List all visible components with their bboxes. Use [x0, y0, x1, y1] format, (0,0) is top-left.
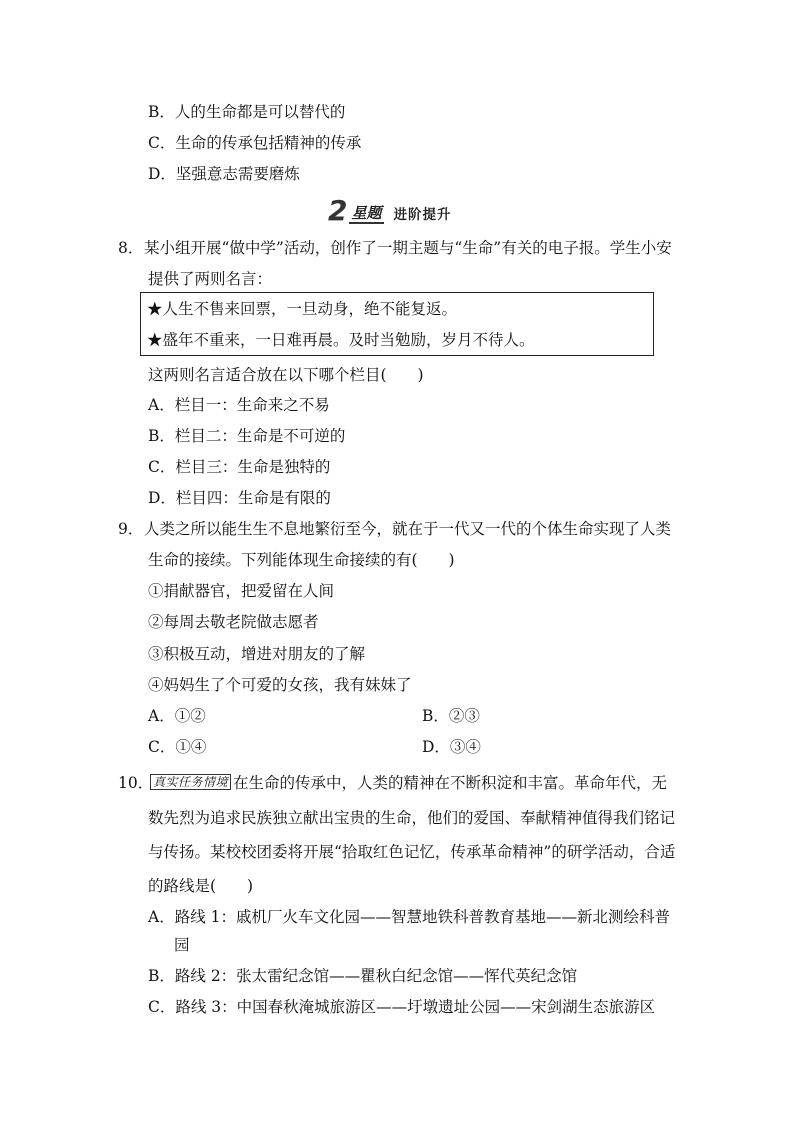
- q8-option-c[interactable]: C．栏目三：生命是独特的: [148, 458, 331, 476]
- q8-quote-1: ★人生不售来回票，一旦动身，绝不能复返。: [147, 300, 458, 318]
- q10-stem-line2: 数先烈为追求民族独立献出宝贵的生命，他们的爱国、奉献精神值得我们铭记: [148, 809, 676, 827]
- q9-number: 9．: [118, 520, 144, 538]
- q8-stem-line2: 提供了两则名言：: [148, 270, 273, 288]
- q9-item-2: ②每周去敬老院做志愿者: [148, 613, 319, 631]
- q8-stem-line1: 某小组开展“做中学”活动，创作了一期主题与“生命”有关的电子报。学生小安: [144, 239, 672, 257]
- q8-option-a[interactable]: A．栏目一：生命来之不易: [148, 396, 330, 414]
- q9-option-a[interactable]: A．①②: [148, 707, 206, 725]
- section-subtitle: 进阶提升: [393, 207, 452, 223]
- q10-stem-line1: 在生命的传承中，人类的精神在不断积淀和丰富。革命年代，无: [233, 774, 668, 792]
- section-number: 2: [328, 194, 348, 227]
- q10-option-a-line1[interactable]: A．路线 1：戚机厂火车文化园——智慧地铁科普教育基地——新北测绘科普: [148, 908, 670, 926]
- section-stars-label: 星题: [351, 204, 382, 222]
- q8-option-b[interactable]: B．栏目二：生命是不可逆的: [148, 427, 346, 445]
- option-b-prev: B．人的生命都是可以替代的: [148, 103, 346, 121]
- q8-ask: 这两则名言适合放在以下哪个栏目( ): [148, 366, 424, 384]
- q10-stem-line4: 的路线是( ): [148, 877, 254, 895]
- option-c-prev: C．生命的传承包括精神的传承: [148, 134, 362, 152]
- q10-stem-line1-wrap: [150, 773, 667, 793]
- q9-item-3: ③积极互动，增进对朋友的了解: [148, 645, 366, 663]
- q10-option-c[interactable]: C．路线 3：中国春秋淹城旅游区——圩墩遗址公园——宋剑湖生态旅游区: [148, 998, 656, 1016]
- q9-option-d[interactable]: D．③④: [422, 738, 481, 756]
- q9-option-b[interactable]: B．②③: [422, 707, 480, 725]
- q8-quote-box: [140, 292, 654, 356]
- section-header: [328, 194, 452, 227]
- q10-option-b[interactable]: B．路线 2：张太雷纪念馆——瞿秋白纪念馆——恽代英纪念馆: [148, 967, 578, 985]
- q9-item-1: ①捐献器官，把爱留在人间: [148, 582, 335, 600]
- q9-stem-line2: 生命的接续。下列能体现生命接续的有( ): [148, 551, 455, 569]
- q8-quote-2: ★盛年不重来，一日难再晨。及时当勉励，岁月不待人。: [147, 331, 535, 349]
- q10-option-a-line2[interactable]: 园: [174, 936, 190, 954]
- q10-stem-line3: 与传扬。某校校团委将开展“拾取红色记忆，传承革命精神”的研学活动，合适: [148, 843, 676, 861]
- option-d-prev: D．坚强意志需要磨炼: [148, 165, 300, 183]
- task-context-tag: 真实任务情境: [150, 774, 231, 790]
- q9-item-4: ④妈妈生了个可爱的女孩，我有妹妹了: [148, 676, 412, 694]
- q8-option-d[interactable]: D．栏目四：生命是有限的: [148, 489, 331, 507]
- q8-number: 8．: [118, 239, 144, 257]
- q9-option-c[interactable]: C．①④: [148, 738, 207, 756]
- q10-number: 10．: [118, 774, 154, 792]
- q9-stem-line1: 人类之所以能生生不息地繁衍至今，就在于一代又一代的个体生命实现了人类: [144, 520, 672, 538]
